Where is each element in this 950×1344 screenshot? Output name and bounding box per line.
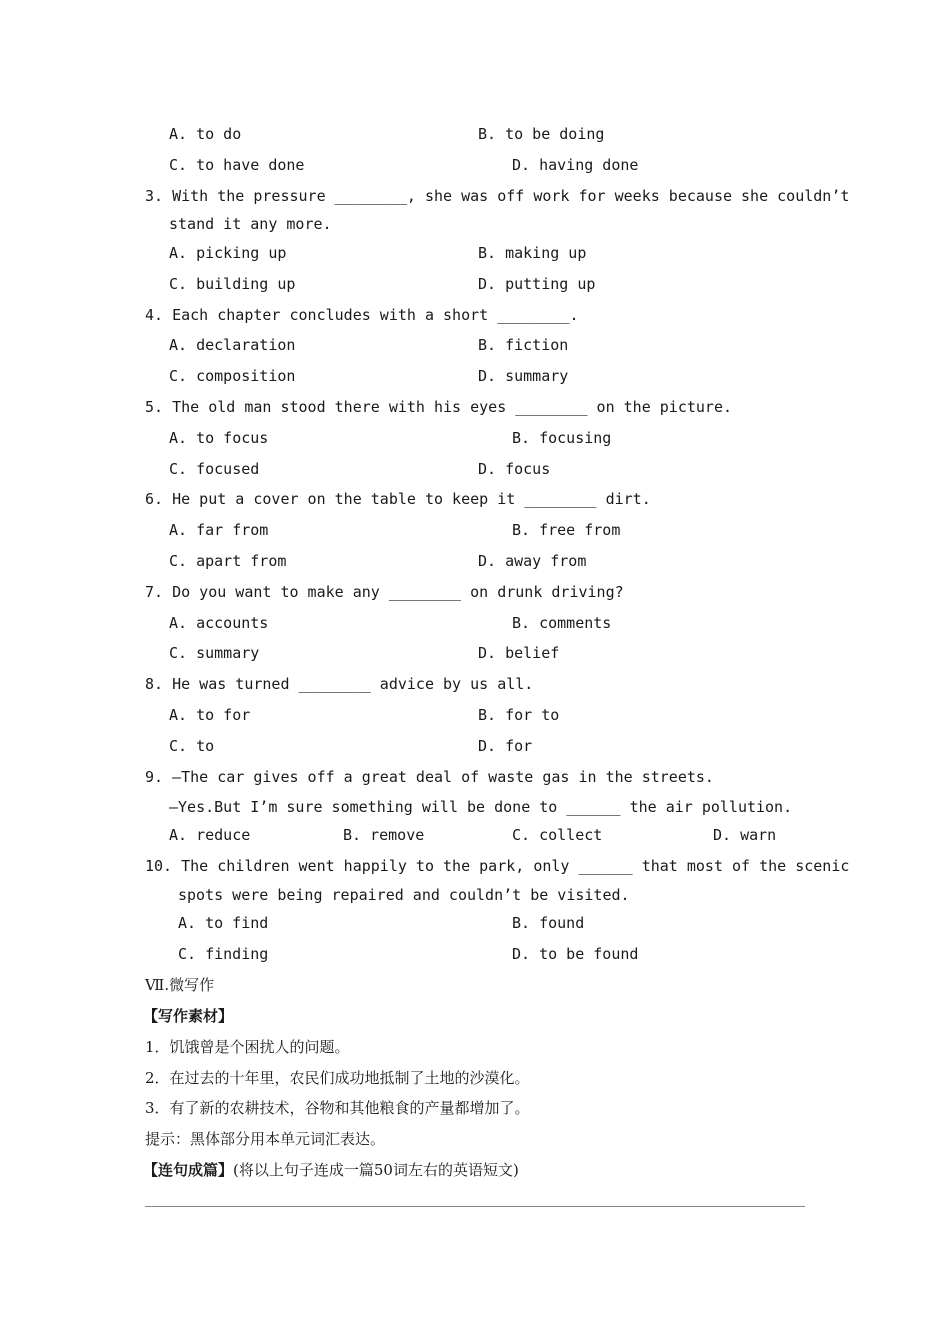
question-stem: 3. With the pressure ________, she was off work for weeks because she couldn’t <box>145 187 850 205</box>
option-b: B. making up <box>478 244 587 262</box>
material-sentence-2: 2．在过去的十年里，农民们成功地抵制了土地的沙漠化。 <box>145 1069 530 1087</box>
compose-label: 【连句成篇】 <box>143 1161 234 1179</box>
option-a: A. picking up <box>169 244 287 262</box>
option-c: C. focused <box>169 460 260 478</box>
question-stem-cont: —Yes.But I’m sure something will be done to ______ the air pollution. <box>169 798 793 816</box>
q2-option-c: C. to have done <box>169 156 305 174</box>
option-d: D. focus <box>478 460 551 478</box>
section-heading: Ⅶ.微写作 <box>145 976 215 994</box>
option-c: C. finding <box>178 945 269 963</box>
option-a: A. declaration <box>169 336 296 354</box>
option-b: B. free from <box>512 521 621 539</box>
option-b: B. focusing <box>512 429 612 447</box>
option-b: B. remove <box>343 826 425 844</box>
question-stem-cont: spots were being repaired and couldn’t be visited. <box>178 886 630 904</box>
option-a: A. far from <box>169 521 269 539</box>
question-stem: 5. The old man stood there with his eyes ________ on the picture. <box>145 398 732 416</box>
option-b: B. for to <box>478 706 560 724</box>
option-c: C. apart from <box>169 552 287 570</box>
option-c: C. summary <box>169 644 260 662</box>
option-c: C. composition <box>169 367 296 385</box>
question-stem: 10. The children went happily to the park, only ______ that most of the scenic <box>145 857 850 875</box>
q2-option-a: A. to do <box>169 125 242 143</box>
q2-option-b: B. to be doing <box>478 125 605 143</box>
option-d: D. warn <box>713 826 777 844</box>
question-stem: 6. He put a cover on the table to keep it ________ dirt. <box>145 490 651 508</box>
option-d: D. putting up <box>478 275 596 293</box>
option-c: C. collect <box>512 826 603 844</box>
option-a: A. to for <box>169 706 251 724</box>
option-d: D. belief <box>478 644 560 662</box>
option-a: A. reduce <box>169 826 251 844</box>
option-d: D. away from <box>478 552 587 570</box>
q2-option-d: D. having done <box>512 156 639 174</box>
option-c: C. to <box>169 737 215 755</box>
option-d: D. for <box>478 737 533 755</box>
option-b: B. comments <box>512 614 612 632</box>
option-a: A. to find <box>178 914 269 932</box>
material-sentence-1: 1．饥饿曾是个困扰人的问题。 <box>145 1038 350 1056</box>
option-c: C. building up <box>169 275 296 293</box>
question-stem-cont: stand it any more. <box>169 215 332 233</box>
option-d: D. summary <box>478 367 569 385</box>
question-stem: 7. Do you want to make any ________ on drunk driving? <box>145 583 624 601</box>
answer-line <box>145 1206 805 1207</box>
option-a: A. accounts <box>169 614 269 632</box>
option-b: B. found <box>512 914 585 932</box>
option-a: A. to focus <box>169 429 269 447</box>
compose-instruction <box>143 1160 519 1180</box>
material-label: 【写作素材】 <box>143 1007 234 1025</box>
question-stem: 8. He was turned ________ advice by us all. <box>145 675 534 693</box>
option-b: B. fiction <box>478 336 569 354</box>
material-sentence-3: 3．有了新的农耕技术，谷物和其他粮食的产量都增加了。 <box>145 1099 530 1117</box>
question-stem: 4. Each chapter concludes with a short ________. <box>145 306 579 324</box>
hint-text: 提示：黑体部分用本单元词汇表达。 <box>145 1130 386 1148</box>
option-d: D. to be found <box>512 945 639 963</box>
question-stem: 9. —The car gives off a great deal of waste gas in the streets. <box>145 768 714 786</box>
compose-note: (将以上句子连成一篇50词左右的英语短文) <box>233 1161 519 1179</box>
